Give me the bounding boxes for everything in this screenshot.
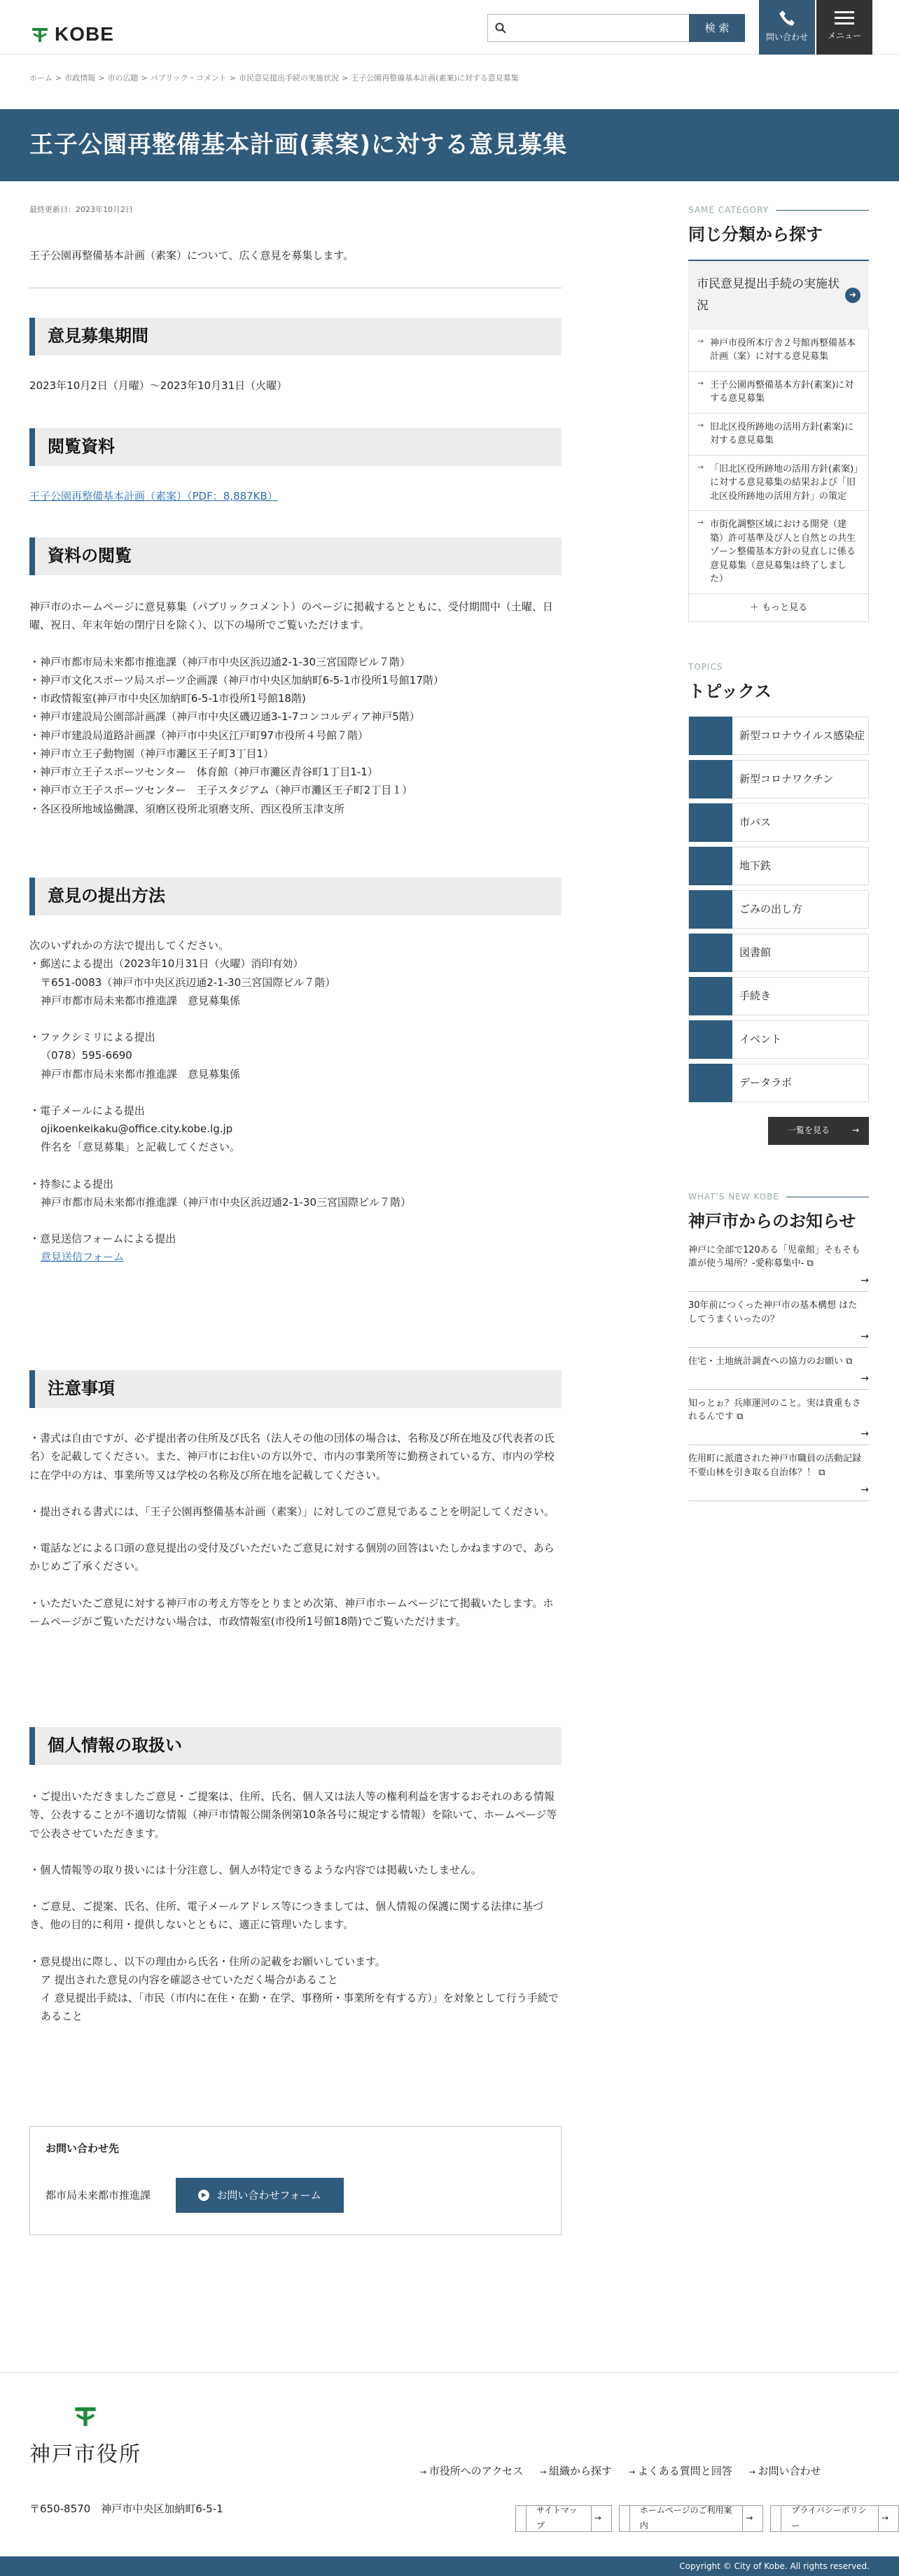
view-place: ・神戸市立王子スポーツセンター 王子スタジアム（神戸市灘区王子町2丁目１） bbox=[29, 784, 413, 797]
footer-link[interactable]: → お問い合わせ bbox=[749, 2462, 821, 2481]
inquiry-title: お問い合わせ先 bbox=[46, 2142, 120, 2155]
guide-button[interactable]: ホームページのご利用案内 → bbox=[619, 2505, 764, 2532]
same-category-title: 同じ分類から探す bbox=[688, 224, 823, 244]
news-item[interactable]: 佐用町に派遣された神戸市職員の活動記録 不要山林を引き取る自治体？！ ⧉ → bbox=[688, 1445, 869, 1501]
topic-item[interactable]: 市バス bbox=[688, 803, 869, 842]
view-place: ・神戸市建設局道路計画課（神戸市中央区江戸町97市役所４号館７階） bbox=[29, 729, 369, 742]
topic-item[interactable]: 新型コロナワクチン bbox=[688, 760, 869, 798]
topic-item[interactable]: イベント bbox=[688, 1020, 869, 1059]
section-heading-notes: 注意事項 bbox=[29, 1370, 562, 1408]
topic-thumb bbox=[689, 1020, 732, 1059]
period-text: 2023年10月2日（月曜）～2023年10月31日（火曜） bbox=[29, 379, 288, 392]
main-content bbox=[29, 203, 562, 2202]
note-item: ・いただいたご意見に対する神戸市の考え方等をとりまとめ次第、神戸市ホームページにて掲載いたします。ホームページがご覧いただけない場合は、市政情報室(市役所1号館18階)でご覧いただけます。 bbox=[29, 1596, 554, 1628]
topic-thumb bbox=[689, 803, 732, 842]
privacy-button[interactable]: プライバシーポリシー → bbox=[770, 2505, 899, 2532]
privacy-reason: イ 意見提出手続は、「市民（市内に在住・在勤・在学、事務所・事業所を有する方）」を対象として行う手続であること bbox=[41, 1992, 559, 2023]
submit-section bbox=[29, 936, 562, 1267]
arrow-right-icon: → bbox=[860, 1330, 869, 1342]
breadcrumb-current: 王子公園再整備基本計画(素案)に対する意見募集 bbox=[351, 73, 519, 83]
topics-en: TOPICS bbox=[688, 662, 723, 673]
more-button[interactable]: ＋ もっと見る bbox=[749, 602, 808, 613]
arrow-right-icon: → bbox=[851, 1125, 859, 1136]
search-button[interactable]: 検 索 bbox=[689, 14, 745, 42]
news-title: 神戸市からのお知らせ bbox=[688, 1211, 856, 1231]
list-view-button[interactable]: 一覧を見る → bbox=[768, 1117, 869, 1145]
privacy-item: ・意見提出に際し、以下の理由から氏名・住所の記載をお願いしています。 bbox=[29, 1955, 386, 1968]
page-title: 王子公園再整備基本計画(素案)に対する意見募集 bbox=[29, 130, 568, 159]
kobe-emblem-icon bbox=[29, 24, 50, 45]
section-heading-submit: 意見の提出方法 bbox=[29, 878, 562, 915]
same-category-head-label: 市民意見提出手続の実施状況 bbox=[697, 277, 839, 313]
breadcrumb: ホーム > 市政情報 > 市の広聴 > パブリック・コメント > 市民意見提出手続の実施状況 > 王子公園再整備基本計画(素案)に対する意見募集 bbox=[29, 71, 519, 85]
arrow-right-icon: → bbox=[860, 1372, 869, 1384]
opinion-form-link[interactable]: 意見送信フォーム bbox=[41, 1251, 125, 1264]
view-place: ・神戸市建設局公園部計画課（神戸市中央区磯辺通3-1-7コンコルディア神戸5階） bbox=[29, 710, 420, 724]
topic-item[interactable]: 手続き bbox=[688, 977, 869, 1015]
section-heading-period: 意見募集期間 bbox=[29, 318, 562, 356]
view-intro: 神戸市のホームページに意見募集（パブリックコメント）のページに掲載するとともに、受付期間中（土曜、日曜、祝日、年末年始の閉庁日を除く）、以下の場所でご覧いただけます。 bbox=[29, 600, 553, 632]
note-item: ・電話などによる口頭の意見提出の受付及びいただいたご意見に対する個別の回答はいたしかねますので、あらかじめご了承ください。 bbox=[29, 1542, 555, 1573]
list-item[interactable]: → 市街化調整区域における開発（建築）許可基準及び人と自然との共生ゾーン整備基本方針の見直しに係る意見募集（意見募集は終了しました） bbox=[689, 511, 868, 594]
mail-dept: 神戸市都市局未来都市推進課 意見募集係 bbox=[41, 994, 241, 1007]
fax-method: ・ファクシミリによる提出 bbox=[29, 1031, 155, 1043]
arrow-right-icon: ➜ bbox=[845, 288, 860, 303]
search-bar bbox=[487, 14, 745, 42]
view-section bbox=[29, 598, 562, 818]
note-item: ・提出される書式には、「王子公園再整備基本計画（素案）」に対してのご意見であることを明記してください。 bbox=[29, 1505, 555, 1518]
news-item[interactable]: 神戸に全部で120ある「児童館」そもそも誰が使う場所？-愛称募集中- ⧉ → bbox=[688, 1237, 869, 1293]
pdf-link[interactable]: 王子公園再整備基本計画（素案）（PDF：8,887KB） bbox=[29, 490, 278, 502]
footer-link[interactable]: → 市役所へのアクセス bbox=[420, 2462, 523, 2481]
list-item[interactable]: → 「旧北区役所跡地の活用方針(素案)」に対する意見募集の結果および「旧北区役所跡地の活用方針」の策定 bbox=[689, 456, 868, 512]
list-item[interactable]: → 旧北区役所跡地の活用方針(素案)に対する意見募集 bbox=[689, 414, 868, 456]
menu-button[interactable] bbox=[816, 0, 872, 55]
contact-label: 問い合わせ bbox=[765, 32, 808, 43]
sidebar bbox=[688, 203, 869, 1501]
topic-thumb bbox=[689, 977, 732, 1015]
section-heading-view: 資料の閲覧 bbox=[29, 537, 562, 575]
breadcrumb-home[interactable]: ホーム bbox=[29, 73, 53, 83]
contact-button[interactable] bbox=[759, 0, 815, 55]
page-title-bar bbox=[0, 109, 899, 181]
news-item[interactable]: 30年前につくった神戸市の基本構想 はたしてうまくいったの？ → bbox=[688, 1292, 869, 1348]
phone-icon bbox=[778, 9, 796, 27]
topic-item[interactable]: 地下鉄 bbox=[688, 847, 869, 885]
same-category-head-link[interactable] bbox=[688, 260, 869, 330]
news-list bbox=[688, 1237, 869, 1501]
logo-text: KOBE bbox=[55, 23, 114, 45]
topic-item[interactable]: 新型コロナウイルス感染症 bbox=[688, 717, 869, 755]
list-item[interactable]: → 王子公園再整備基本方針(素案)に対する意見募集 bbox=[689, 372, 868, 414]
footer-address: 〒650-8570 神戸市中央区加納町6-5-1 bbox=[29, 2503, 223, 2515]
breadcrumb-item[interactable]: 市の広聴 bbox=[107, 73, 139, 83]
arrow-right-icon: → bbox=[860, 1275, 869, 1287]
view-place: ・神戸市立王子スポーツセンター 体育館（神戸市灘区青谷町1丁目1-1） bbox=[29, 766, 378, 778]
news-item[interactable]: 知っとぉ？兵庫運河のこと。実は貴重もされるんです ⧉ → bbox=[688, 1390, 869, 1446]
view-place: ・市政情報室(神戸市中央区加納町6-5-1市役所1号館18階) bbox=[29, 692, 306, 705]
menu-label: メニュー bbox=[827, 31, 861, 41]
topic-item[interactable]: ごみの出し方 bbox=[688, 890, 869, 929]
topic-item[interactable]: データラボ bbox=[688, 1064, 869, 1102]
mail-address: 〒651-0083（神戸市中央区浜辺通2-1-30三宮国際ビル７階） bbox=[41, 976, 336, 989]
privacy-item: ・ご提出いただきましたご意見・ご提案は、住所、氏名、個人又は法人等の権利利益を害するおそれのある情報等、公表することが不適切な情報（神戸市情報公開条例第10条各号に規定する情報）を除いて、ホームページ等で公表させていただきます。 bbox=[29, 1790, 557, 1840]
email-method: ・電子メールによる提出 bbox=[29, 1104, 145, 1117]
email-address: ojikoenkeikaku@office.city.kobe.lg.jp bbox=[41, 1122, 233, 1135]
kobe-emblem-icon bbox=[70, 2402, 101, 2430]
topic-thumb bbox=[689, 760, 732, 798]
search-input[interactable] bbox=[487, 14, 689, 42]
topic-item[interactable]: 図書館 bbox=[688, 934, 869, 972]
breadcrumb-item[interactable]: 市政情報 bbox=[64, 73, 96, 83]
topic-thumb bbox=[689, 934, 732, 972]
arrow-right-icon: → bbox=[860, 1484, 869, 1495]
search-icon bbox=[495, 22, 506, 34]
view-place: ・神戸市立王子動物園（神戸市灘区王子町3丁目1） bbox=[29, 747, 274, 760]
arrow-right-icon: → bbox=[860, 1428, 869, 1440]
topic-thumb bbox=[689, 1064, 732, 1102]
inquiry-form-button[interactable] bbox=[176, 2178, 344, 2213]
email-subject-note: 件名を「意見募集」と記載してください。 bbox=[41, 1141, 241, 1154]
breadcrumb-item[interactable]: パブリック・コメント bbox=[150, 73, 227, 83]
lead-text: 王子公園再整備基本計画（素案）について、広く意見を募集します。 bbox=[29, 248, 354, 262]
bring-address: 神戸市都市局未来都市推進課（神戸市中央区浜辺通2-1-30三宮国際ビル７階） bbox=[41, 1195, 412, 1209]
topics-title: トピックス bbox=[688, 681, 772, 701]
same-category-en: SAME CATEGORY bbox=[688, 203, 869, 218]
view-place: ・神戸市文化スポーツ局スポーツ企画課（神戸市中央区加納町6-5-1市役所1号館17階） bbox=[29, 673, 444, 687]
list-item[interactable]: → 神戸市役所本庁舎２号館再整備基本計画（案）に対する意見募集 bbox=[689, 330, 868, 372]
fax-number: （078）595-6690 bbox=[41, 1049, 132, 1062]
footer-logo bbox=[29, 2402, 141, 2474]
topic-thumb bbox=[689, 890, 732, 929]
copyright: Copyright © City of Kobe. All rights reserved. bbox=[0, 2556, 899, 2576]
last-updated: 最終更新日：2023年10月2日 bbox=[29, 205, 133, 214]
privacy-section bbox=[29, 1787, 562, 2026]
topics-list bbox=[688, 717, 869, 1102]
fax-dept: 神戸市都市局未来都市推進課 意見募集係 bbox=[41, 1067, 241, 1081]
footer-divider bbox=[0, 2372, 899, 2373]
footer-links bbox=[420, 2462, 821, 2481]
privacy-item: ・ご意見、ご提案、氏名、住所、電子メールアドレス等につきましては、個人情報の保護に関する法律に基づき、他の目的に利用・提供しないとともに、適正に管理いたします。 bbox=[29, 1900, 543, 1931]
kobe-logo[interactable] bbox=[29, 17, 114, 52]
arrow-right-icon: ▶ bbox=[198, 2190, 209, 2201]
topic-thumb bbox=[689, 717, 732, 755]
view-place: ・神戸市都市局未来都市推進課（神戸市中央区浜辺通2-1-30三宮国際ビル７階） bbox=[29, 655, 411, 668]
notes-section bbox=[29, 1429, 562, 1631]
breadcrumb-item[interactable]: 市民意見提出手続の実施状況 bbox=[239, 73, 339, 83]
note-item: ・書式は自由ですが、必ず提出者の住所及び氏名（法人その他の団体の場合は、名称及び所在地及び代表者の氏名）を記載してください。また、神戸市にお住いの方以外で、市内の事業所等に勤務されている方、市内の学校に在学中の方は、事業所等又は学校の名称及び所在地を記載してください。 bbox=[29, 1432, 555, 1481]
privacy-reason: ア 提出された意見の内容を確認させていただく場合があること bbox=[41, 1973, 338, 1986]
form-method: ・意見送信フォームによる提出 bbox=[29, 1232, 176, 1245]
inquiry-form-label: お問い合わせフォーム bbox=[216, 2188, 321, 2202]
news-en: WHAT'S NEW KOBE bbox=[688, 1190, 869, 1205]
submit-intro: 次のいずれかの方法で提出してください。 bbox=[29, 939, 230, 952]
section-heading-privacy: 個人情報の取扱い bbox=[29, 1727, 562, 1765]
view-place: ・各区役所地域協働課、須磨区役所北須磨支所、西区役所玉津支所 bbox=[29, 802, 345, 815]
inquiry-dept: 都市局未来都市推進課 bbox=[46, 2188, 151, 2202]
topic-thumb bbox=[689, 847, 732, 885]
menu-icon bbox=[835, 10, 854, 26]
footer-link[interactable]: → 組織から探す bbox=[540, 2462, 612, 2481]
footer-buttons bbox=[515, 2505, 899, 2532]
footer-site-name: 神戸市役所 bbox=[29, 2442, 141, 2467]
bring-method: ・持参による提出 bbox=[29, 1177, 114, 1190]
section-heading-docs: 閲覧資料 bbox=[29, 428, 562, 466]
privacy-item: ・個人情報等の取り扱いには十分注意し、個人が特定できるような内容では掲載いたしません。 bbox=[29, 1863, 482, 1876]
footer-link[interactable]: → よくある質問と回答 bbox=[629, 2462, 732, 2481]
mail-method: ・郵送による提出（2023年10月31日（火曜）消印有効） bbox=[29, 957, 304, 971]
site-header bbox=[0, 0, 899, 55]
same-category-list bbox=[688, 330, 869, 622]
inquiry-box bbox=[29, 2126, 562, 2235]
sitemap-button[interactable]: サイトマップ → bbox=[515, 2505, 612, 2532]
news-item[interactable]: 住宅・土地統計調査への協力のお願い ⧉ → bbox=[688, 1348, 869, 1390]
